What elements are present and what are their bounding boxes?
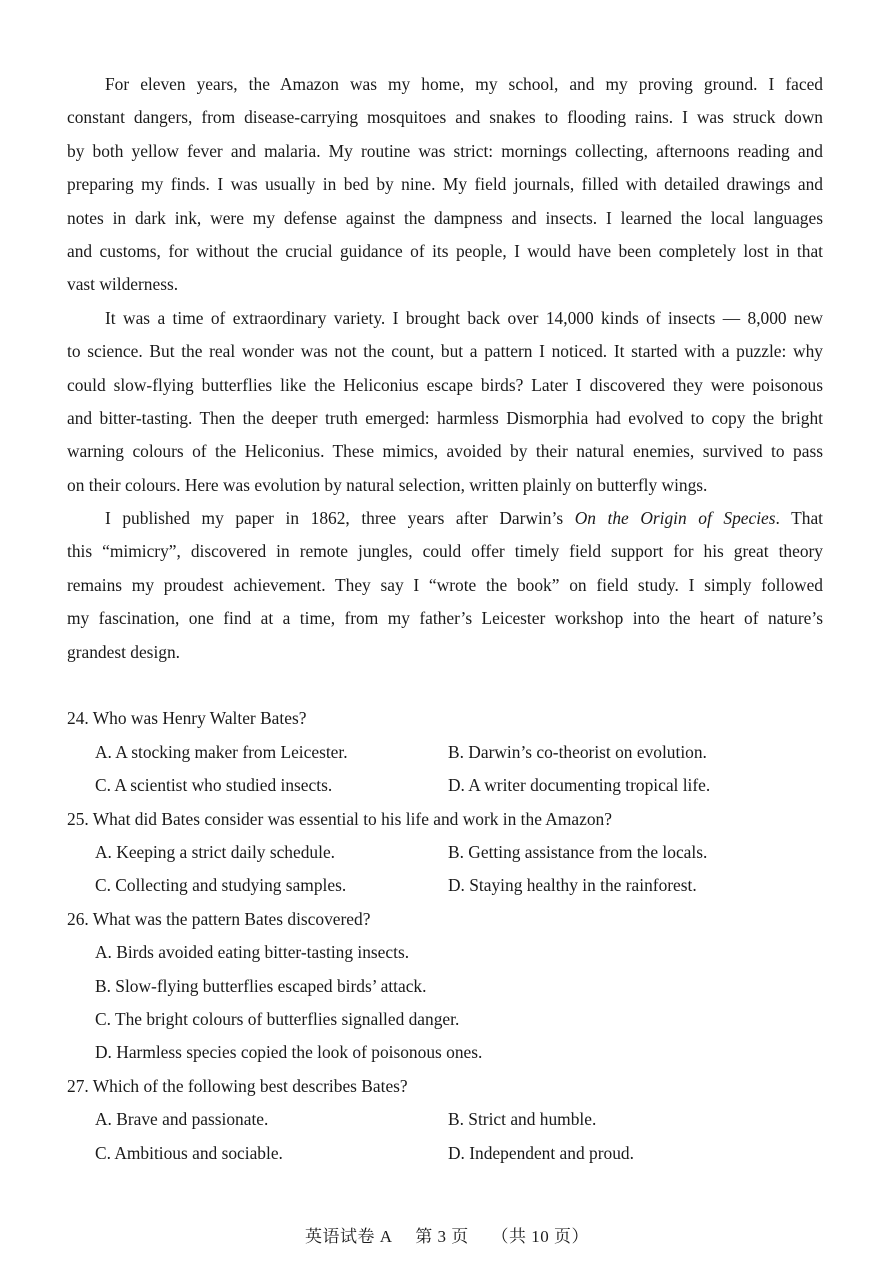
answer-option[interactable]: B. Darwin’s co-theorist on evolution.: [448, 741, 707, 762]
footer-paper-label: 英语试卷 A: [304, 1227, 393, 1246]
question-26: [67, 903, 823, 1070]
paragraph-line: by both yellow fever and malaria. My routine was strict: mornings collecting, afternoons reading and: [67, 140, 823, 161]
options-row: [67, 1103, 823, 1136]
answer-option[interactable]: C. The bright colours of butterflies signalled danger.: [95, 1008, 460, 1029]
question-stem: 24. Who was Henry Walter Bates?: [67, 708, 307, 729]
options-row: [67, 736, 823, 769]
answer-option[interactable]: D. Independent and proud.: [448, 1142, 634, 1163]
question-25: [67, 803, 823, 903]
book-title: On the Origin of Species: [574, 508, 776, 529]
options-row: [67, 936, 823, 969]
paragraph-line: preparing my finds. I was usually in bed by nine. My field journals, filled with detailed drawings and: [67, 174, 823, 195]
answer-option[interactable]: C. Collecting and studying samples.: [95, 875, 347, 896]
passage-paragraph: [67, 502, 823, 669]
answer-option[interactable]: A. Birds avoided eating bitter-tasting insects.: [95, 942, 410, 963]
question-stem: 25. What did Bates consider was essential to his life and work in the Amazon?: [67, 808, 612, 829]
paragraph-line: For eleven years, the Amazon was my home, my school, and my proving ground. I faced: [105, 74, 823, 94]
paragraph-line: this “mimicry”, discovered in remote jungles, could offer timely field support for his great theory: [67, 541, 823, 562]
passage-paragraph: [67, 302, 823, 502]
paragraph-line: vast wilderness.: [67, 274, 179, 295]
options-row: [67, 769, 823, 802]
footer-total-pages: （共 10 页）: [491, 1227, 590, 1246]
paragraph-line: [67, 502, 823, 535]
paragraph-line: my fascination, one find at a time, from my father’s Leicester workshop into the heart of nature’s: [67, 608, 823, 629]
paragraph-line: on their colours. Here was evolution by natural selection, written plainly on butterfly wings.: [67, 474, 708, 495]
reading-passage-and-questions: [67, 68, 823, 1170]
line-text: . That: [775, 508, 823, 529]
options-row: [67, 1137, 823, 1170]
answer-option[interactable]: D. A writer documenting tropical life.: [448, 775, 711, 796]
paragraph-line: and bitter-tasting. Then the deeper truth emerged: harmless Dismorphia had evolved to copy the bright: [67, 407, 823, 428]
options-row: [67, 1003, 823, 1036]
question-24: [67, 702, 823, 802]
answer-option[interactable]: A. Brave and passionate.: [95, 1109, 269, 1130]
answer-option[interactable]: B. Getting assistance from the locals.: [448, 841, 708, 862]
page-footer: [0, 1222, 894, 1247]
options-row: [67, 836, 823, 869]
spacer: [67, 669, 823, 702]
answer-option[interactable]: D. Harmless species copied the look of poisonous ones.: [95, 1042, 483, 1063]
paragraph-line: It was a time of extraordinary variety. I brought back over 14,000 kinds of insects — 8,000 new: [105, 307, 823, 328]
question-stem: 27. Which of the following best describes Bates?: [67, 1075, 408, 1096]
answer-option[interactable]: C. A scientist who studied insects.: [95, 775, 333, 796]
footer-page-number: 第 3 页: [415, 1227, 469, 1246]
paragraph-line: remains my proudest achievement. They say I “wrote the book” on field study. I simply followed: [67, 574, 823, 595]
question-27: [67, 1070, 823, 1170]
question-stem: 26. What was the pattern Bates discovered?: [67, 908, 371, 929]
options-row: [67, 1036, 823, 1069]
answer-option[interactable]: B. Slow-flying butterflies escaped birds’ attack.: [95, 975, 427, 996]
passage-paragraph: [67, 68, 823, 302]
options-row: [67, 970, 823, 1003]
paragraph-line: warning colours of the Heliconius. These mimics, avoided by their natural enemies, survived to pass: [67, 441, 823, 462]
paragraph-line: notes in dark ink, were my defense against the dampness and insects. I learned the local languages: [67, 207, 823, 228]
paragraph-line: and customs, for without the crucial guidance of its people, I would have been completely lost in that: [67, 240, 823, 261]
answer-option[interactable]: C. Ambitious and sociable.: [95, 1142, 283, 1163]
answer-option[interactable]: D. Staying healthy in the rainforest.: [448, 875, 697, 896]
answer-option[interactable]: A. Keeping a strict daily schedule.: [95, 841, 336, 862]
line-text: I published my paper in 1862, three years after Darwin’s: [105, 508, 564, 529]
paragraph-line: to science. But the real wonder was not the count, but a pattern I noticed. It started with a puzzle: why: [67, 341, 823, 362]
paragraph-line: grandest design.: [67, 641, 181, 662]
options-row: [67, 869, 823, 902]
paragraph-line: could slow-flying butterflies like the Heliconius escape birds? Later I discovered they were poisonous: [67, 374, 823, 395]
answer-option[interactable]: A. A stocking maker from Leicester.: [95, 741, 348, 762]
paragraph-line: constant dangers, from disease-carrying mosquitoes and snakes to flooding rains. I was struck down: [67, 107, 823, 128]
answer-option[interactable]: B. Strict and humble.: [448, 1109, 597, 1130]
